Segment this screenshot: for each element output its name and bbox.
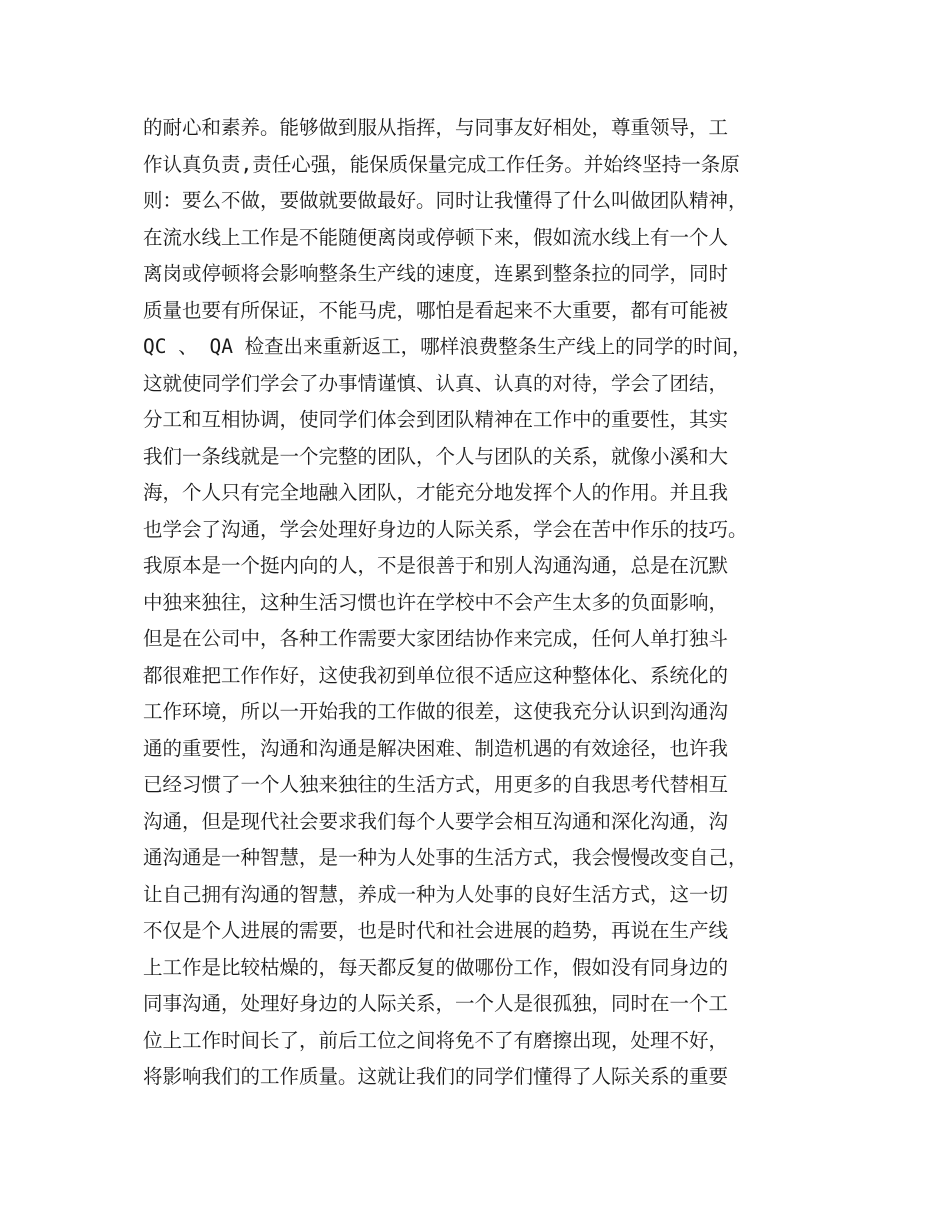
text-line-1: 的耐心和素养。能够做到服从指挥，与同事友好相处，尊重领导，工 <box>143 116 729 139</box>
text-line-14: 中独来独往，这种生活习惯也许在学校中不会产生太多的负面影响， <box>143 590 729 614</box>
text-line-2: 作认真负责,责任心强，能保质保量完成工作任务。并始终坚持一条原 <box>143 152 740 176</box>
text-line-12: 也学会了沟通，学会处理好身边的人际关系，学会在苦中作乐的技巧。 <box>143 517 748 541</box>
text-line-17: 工作环境，所以一开始我的工作做的很差，这使我充分认识到沟通沟 <box>143 700 729 723</box>
text-line-25: 同事沟通，处理好身边的人际关系，一个人是很孤独，同时在一个工 <box>143 992 729 1015</box>
body-paragraph <box>143 110 803 1096</box>
text-line-16: 都很难把工作作好，这使我初到单位很不适应这种整体化、系统化的 <box>143 663 729 687</box>
text-line-10: 我们一条线就是一个完整的团队，个人与团队的关系，就像小溪和大 <box>143 444 729 468</box>
text-line-24: 上工作是比较枯燥的，每天都反复的做哪份工作，假如没有同身边的 <box>143 955 729 979</box>
text-line-5: 离岗或停顿将会影响整条生产线的速度，连累到整条拉的同学，同时 <box>143 262 729 285</box>
text-line-11: 海，个人只有完全地融入团队，才能充分地发挥个人的作用。并且我 <box>143 481 729 504</box>
text-line-9: 分工和互相协调，使同学们体会到团队精神在工作中的重要性，其实 <box>143 408 729 431</box>
text-line-15: 但是在公司中，各种工作需要大家团结协作来完成，任何人单打独斗 <box>143 627 729 650</box>
text-line-19: 已经习惯了一个人独来独往的生活方式，用更多的自我思考代替相互 <box>143 773 729 796</box>
text-line-18: 通的重要性，沟通和沟通是解决困难、制造机遇的有效途径，也许我 <box>143 736 729 760</box>
text-line-23: 不仅是个人进展的需要，也是时代和社会进展的趋势，再说在生产线 <box>143 919 729 942</box>
text-line-3: 则：要么不做，要做就要做最好。同时让我懂得了什么叫做团队精神， <box>143 189 748 212</box>
text-line-7: QC 、 QA 检查出来重新返工，哪样浪费整条生产线上的同学的时间， <box>143 335 752 358</box>
text-line-8: 这就使同学们学会了办事情谨慎、认真、认真的对待，学会了团结， <box>143 371 729 395</box>
text-line-27: 将影响我们的工作质量。这就让我们的同学们懂得了人际关系的重要 <box>143 1065 729 1088</box>
text-line-6: 质量也要有所保证，不能马虎，哪怕是看起来不大重要，都有可能被 <box>143 298 729 322</box>
text-line-4: 在流水线上工作是不能随便离岗或停顿下来，假如流水线上有一个人 <box>143 225 729 249</box>
text-line-21: 通沟通是一种智慧，是一种为人处事的生活方式，我会慢慢改变自己， <box>143 846 748 869</box>
text-line-22: 让自己拥有沟通的智慧，养成一种为人处事的良好生活方式，这一切 <box>143 882 729 906</box>
text-line-20: 沟通，但是现代社会要求我们每个人要学会相互沟通和深化沟通，沟 <box>143 809 729 833</box>
text-line-26: 位上工作时间长了，前后工位之间将免不了有磨擦出现，处理不好， <box>143 1028 729 1052</box>
text-line-13: 我原本是一个挺内向的人，不是很善于和别人沟通沟通，总是在沉默 <box>143 554 729 577</box>
